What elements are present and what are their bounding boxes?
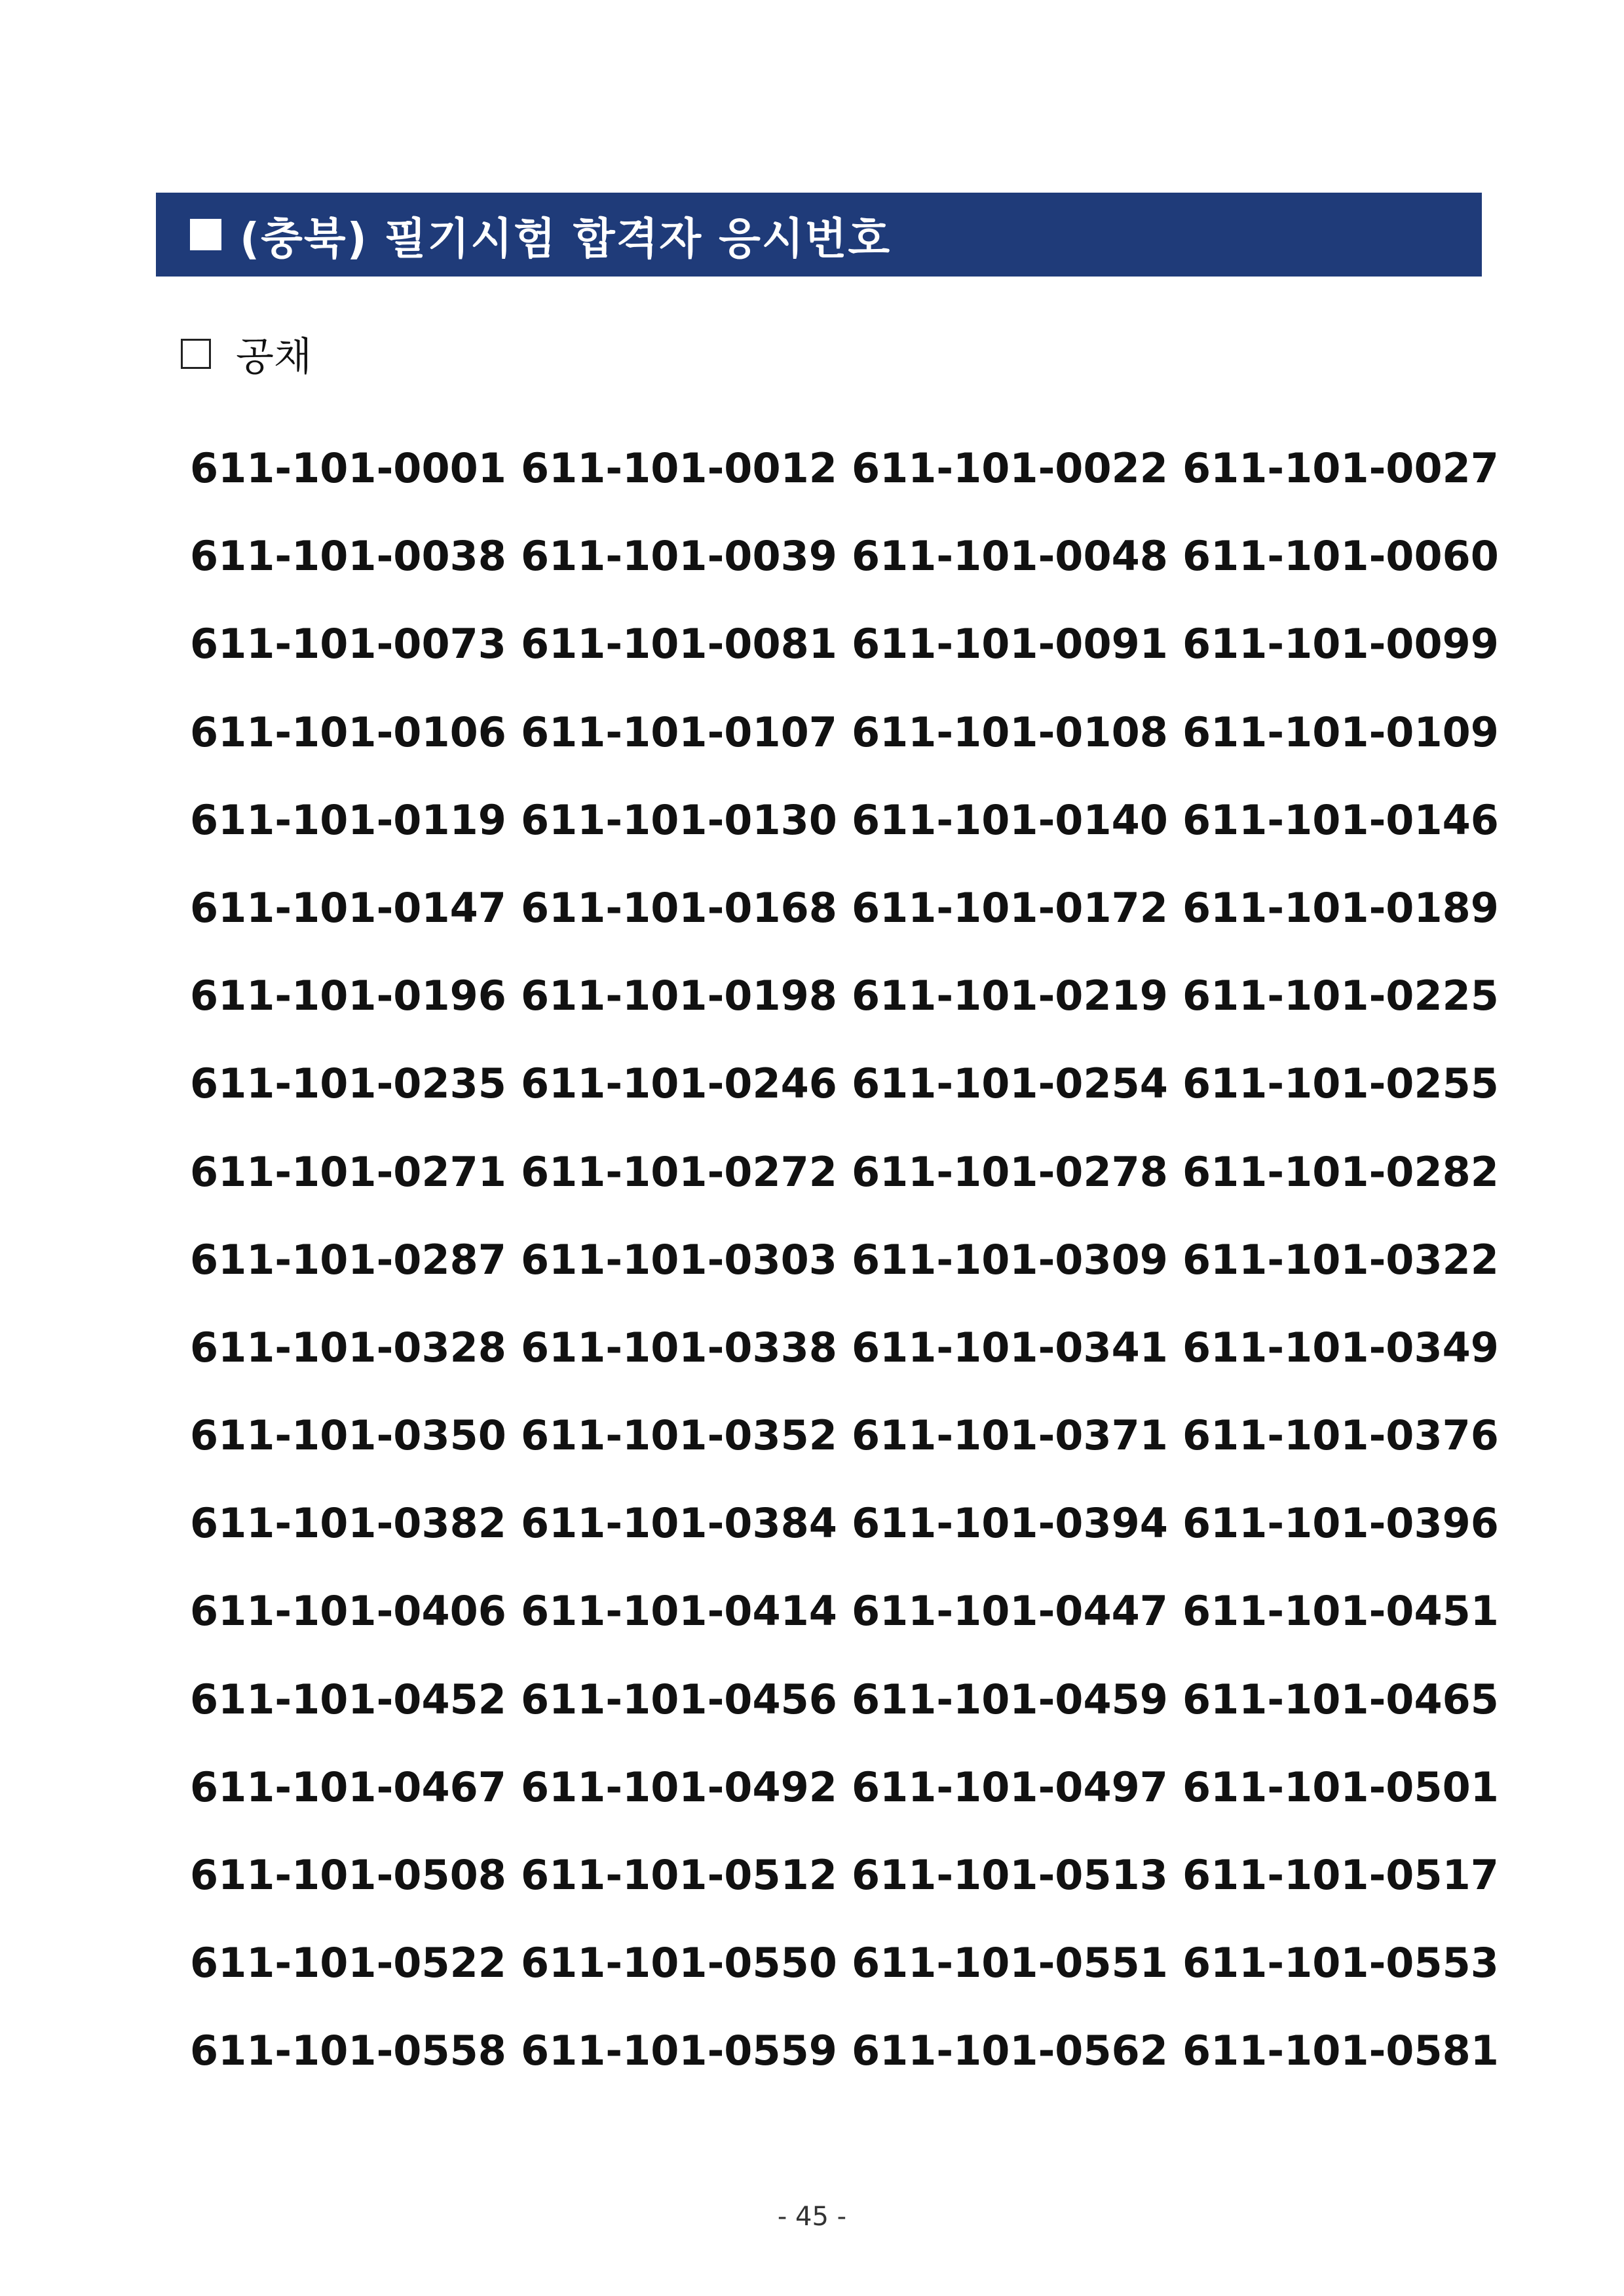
exam-number: 611-101-0371 [852,1411,1168,1460]
exam-number: 611-101-0303 [521,1235,837,1284]
exam-number-grid [190,425,1507,2095]
exam-number: 611-101-0558 [190,2027,506,2075]
exam-number: 611-101-0001 [190,444,506,492]
exam-number: 611-101-0196 [190,972,506,1020]
exam-number: 611-101-0465 [1182,1675,1499,1723]
exam-number: 611-101-0106 [190,708,506,756]
exam-number: 611-101-0146 [1182,795,1499,844]
page-number: - 45 - [777,2202,847,2232]
exam-number: 611-101-0119 [190,795,506,844]
exam-number: 611-101-0147 [190,883,506,932]
exam-number: 611-101-0081 [521,620,837,668]
exam-number: 611-101-0456 [521,1675,837,1723]
exam-number: 611-101-0350 [190,1411,506,1460]
exam-number: 611-101-0235 [190,1060,506,1108]
exam-number: 611-101-0322 [1182,1235,1499,1284]
exam-number: 611-101-0459 [852,1675,1168,1723]
exam-number: 611-101-0099 [1182,620,1499,668]
section-header-banner [156,193,1482,277]
exam-number: 611-101-0246 [521,1060,837,1108]
exam-number: 611-101-0451 [1182,1587,1499,1636]
section-header-title: (충북) 필기시험 합격자 응시번호 [240,213,892,264]
exam-number: 611-101-0467 [190,1763,506,1811]
exam-number: 611-101-0038 [190,532,506,581]
exam-number: 611-101-0501 [1182,1763,1499,1811]
exam-number: 611-101-0497 [852,1763,1168,1811]
exam-number: 611-101-0559 [521,2027,837,2075]
exam-number: 611-101-0581 [1182,2027,1499,2075]
exam-number: 611-101-0287 [190,1235,506,1284]
exam-number: 611-101-0172 [852,883,1168,932]
exam-number: 611-101-0406 [190,1587,506,1636]
exam-number: 611-101-0349 [1182,1323,1499,1371]
exam-number: 611-101-0512 [521,1851,837,1899]
exam-number: 611-101-0562 [852,2027,1168,2075]
exam-number: 611-101-0107 [521,708,837,756]
exam-number: 611-101-0513 [852,1851,1168,1899]
exam-number: 611-101-0553 [1182,1939,1499,1987]
exam-number: 611-101-0309 [852,1235,1168,1284]
exam-number: 611-101-0189 [1182,883,1499,932]
exam-number: 611-101-0452 [190,1675,506,1723]
exam-number: 611-101-0108 [852,708,1168,756]
exam-number: 611-101-0219 [852,972,1168,1020]
exam-number: 611-101-0328 [190,1323,506,1371]
exam-number: 611-101-0048 [852,532,1168,581]
exam-number: 611-101-0508 [190,1851,506,1899]
exam-number: 611-101-0517 [1182,1851,1499,1899]
subsection-label: 공채 [236,334,312,380]
exam-number: 611-101-0492 [521,1763,837,1811]
exam-number: 611-101-0341 [852,1323,1168,1371]
exam-number: 611-101-0414 [521,1587,837,1636]
exam-number: 611-101-0022 [852,444,1168,492]
exam-number: 611-101-0382 [190,1499,506,1548]
empty-checkbox-icon [181,339,211,369]
exam-number: 611-101-0060 [1182,532,1499,581]
exam-number: 611-101-0522 [190,1939,506,1987]
exam-number: 611-101-0272 [521,1147,837,1196]
exam-number: 611-101-0039 [521,532,837,581]
exam-number: 611-101-0396 [1182,1499,1499,1548]
exam-number: 611-101-0278 [852,1147,1168,1196]
exam-number: 611-101-0282 [1182,1147,1499,1196]
exam-number: 611-101-0130 [521,795,837,844]
exam-number: 611-101-0168 [521,883,837,932]
exam-number: 611-101-0109 [1182,708,1499,756]
exam-number: 611-101-0073 [190,620,506,668]
exam-number: 611-101-0225 [1182,972,1499,1020]
exam-number: 611-101-0384 [521,1499,837,1548]
exam-number: 611-101-0394 [852,1499,1168,1548]
exam-number: 611-101-0338 [521,1323,837,1371]
exam-number: 611-101-0551 [852,1939,1168,1987]
exam-number: 611-101-0550 [521,1939,837,1987]
filled-square-icon [190,219,221,250]
exam-number: 611-101-0140 [852,795,1168,844]
exam-number: 611-101-0447 [852,1587,1168,1636]
exam-number: 611-101-0027 [1182,444,1499,492]
exam-number: 611-101-0271 [190,1147,506,1196]
exam-number: 611-101-0254 [852,1060,1168,1108]
exam-number: 611-101-0352 [521,1411,837,1460]
exam-number: 611-101-0255 [1182,1060,1499,1108]
subsection-heading [181,328,312,380]
exam-number: 611-101-0012 [521,444,837,492]
exam-number: 611-101-0376 [1182,1411,1499,1460]
exam-number: 611-101-0198 [521,972,837,1020]
exam-number: 611-101-0091 [852,620,1168,668]
